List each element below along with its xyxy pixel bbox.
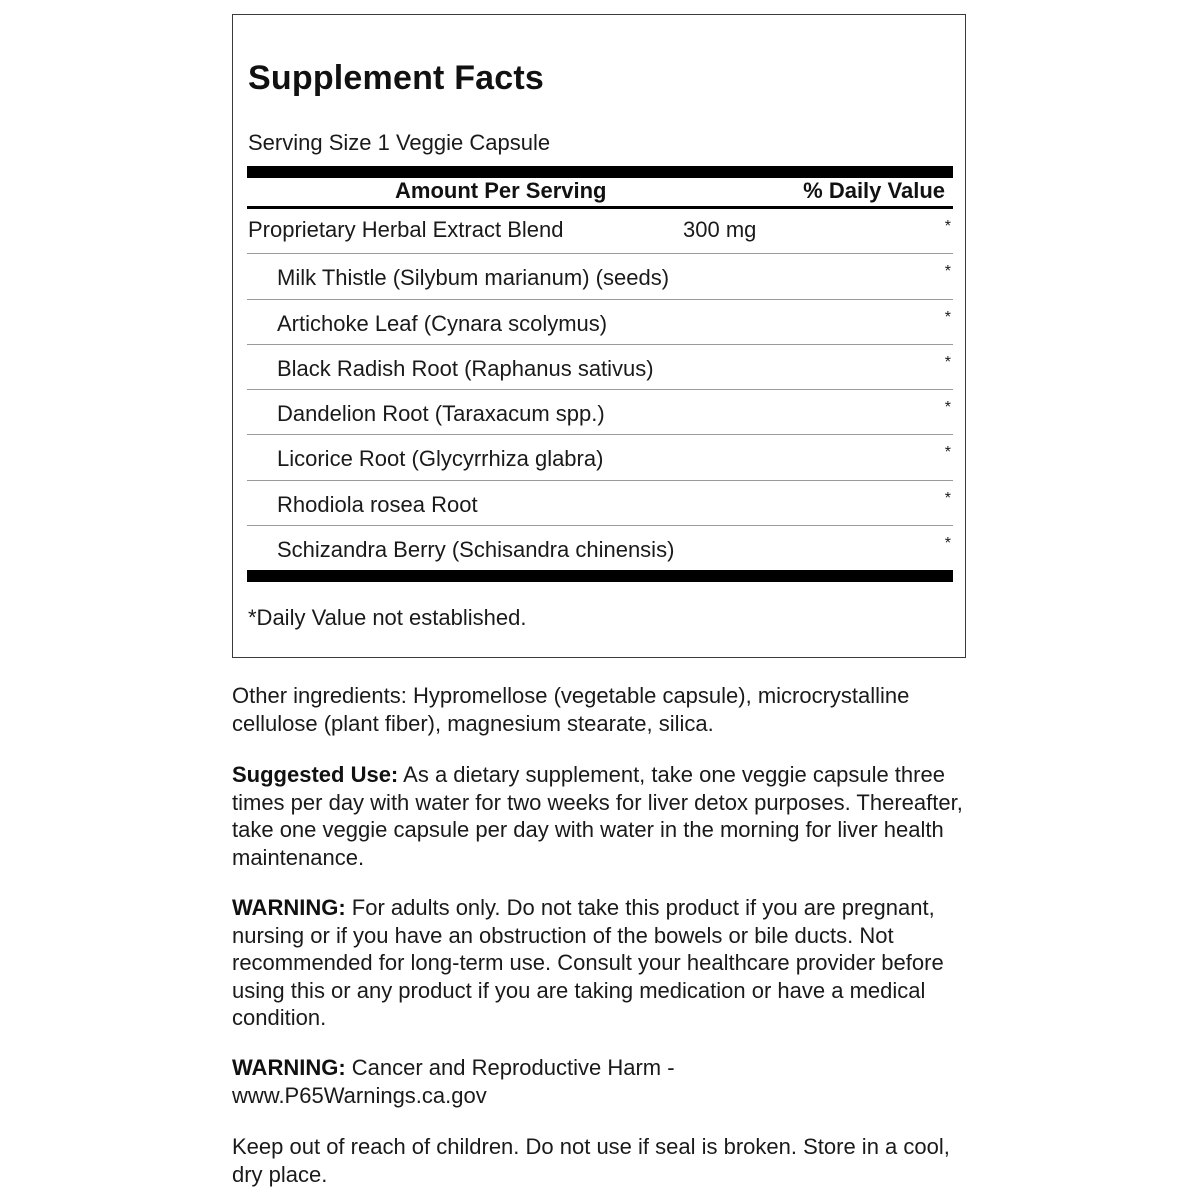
warning-label: WARNING:	[232, 1055, 346, 1080]
warning-text: For adults only. Do not take this product if you are pregnant, nursing or if you have an obstruction of the bowels or bile ducts. Not recommended for long-term use. Consult your healthcare provider before using this or any product if you are taking medication or have a medical condition.	[232, 895, 944, 1030]
table-row	[247, 345, 953, 390]
serving-size: Serving Size 1 Veggie Capsule	[248, 130, 551, 155]
ingredient-name: Black Radish Root (Raphanus sativus)	[277, 355, 654, 381]
column-header-row	[247, 178, 953, 205]
suggested-use-label: Suggested Use:	[232, 762, 399, 787]
ingredient-name: Licorice Root (Glycyrrhiza glabra)	[277, 446, 604, 472]
suggested-use-text: As a dietary supplement, take one veggie capsule three times per day with water for two weeks for liver detox purposes. Thereafter, take one veggie capsule per day with water in the morning for liver health maintenance.	[232, 762, 963, 870]
daily-value-asterisk: *	[944, 535, 951, 553]
table-row	[247, 481, 953, 526]
other-ingredients-text: Other ingredients: Hypromellose (vegetable capsule), microcrystalline cellulose (plant fiber), magnesium stearate, silica.	[232, 683, 910, 736]
table-row	[247, 300, 953, 345]
ingredient-amount: 300 mg	[683, 217, 757, 242]
ingredient-name: Milk Thistle (Silybum marianum) (seeds)	[277, 265, 670, 291]
amount-per-serving-header: Amount Per Serving	[395, 178, 607, 203]
warning-prop65	[232, 1054, 732, 1109]
daily-value-asterisk: *	[944, 308, 951, 326]
storage-instructions	[232, 1133, 972, 1188]
daily-value-asterisk: *	[944, 263, 951, 281]
ingredient-name: Rhodiola rosea Root	[277, 491, 478, 517]
suggested-use	[232, 761, 972, 871]
other-ingredients	[232, 682, 972, 737]
supplement-facts-panel	[232, 14, 966, 658]
ingredient-name: Dandelion Root (Taraxacum spp.)	[277, 401, 605, 427]
ingredient-name: Schizandra Berry (Schisandra chinensis)	[277, 537, 675, 563]
daily-value-asterisk: *	[944, 489, 951, 507]
storage-text: Keep out of reach of children. Do not use if seal is broken. Store in a cool, dry place.	[232, 1134, 950, 1187]
table-row	[247, 526, 953, 571]
warning-text: Cancer and Reproductive Harm - www.P65Warnings.ca.gov	[232, 1055, 675, 1108]
daily-value-asterisk: *	[944, 218, 951, 235]
ingredient-name: Artichoke Leaf (Cynara scolymus)	[277, 310, 608, 336]
thick-divider-bottom	[247, 570, 953, 582]
daily-value-asterisk: *	[944, 353, 951, 371]
ingredient-name: Proprietary Herbal Extract Blend	[248, 217, 564, 242]
daily-value-asterisk: *	[944, 444, 951, 462]
warning-adults	[232, 894, 972, 1032]
panel-title: Supplement Facts	[248, 59, 545, 97]
table-row	[247, 435, 953, 480]
table-row	[247, 254, 953, 299]
table-row-blend	[247, 209, 953, 254]
daily-value-footnote: *Daily Value not established.	[248, 605, 527, 630]
daily-value-header: % Daily Value	[803, 178, 945, 203]
warning-label: WARNING:	[232, 895, 346, 920]
thick-divider-top	[247, 166, 953, 178]
table-row	[247, 390, 953, 435]
daily-value-asterisk: *	[944, 399, 951, 417]
ingredient-table	[247, 209, 953, 571]
